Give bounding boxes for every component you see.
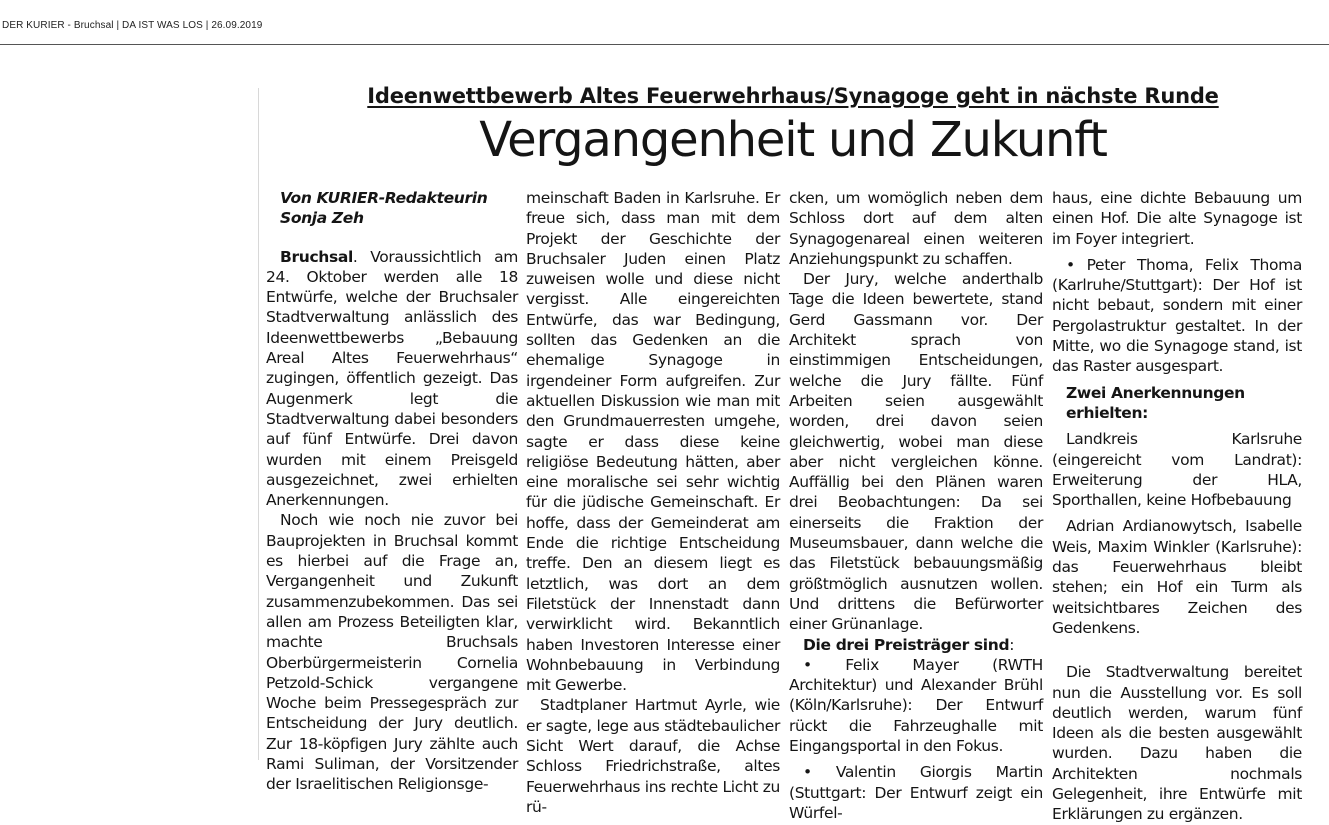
dateline-place: Bruchsal xyxy=(280,247,353,266)
lead-paragraph xyxy=(266,247,518,511)
list-item: Landkreis Karlsruhe (eingereicht vom Landrat): Erweiterung der HLA, Sporthallen, keine Hofbebauung xyxy=(1052,430,1302,510)
subhead-prize-winners xyxy=(803,635,1043,655)
paragraph: Stadtplaner Hartmut Ayrle, wie er sagte, lege aus städtebaulicher Sicht Wert darauf, die Achse Schloss Friedrichstraße, altes Feuerwehrhaus ins rechte Licht zu rü- xyxy=(526,696,780,816)
lead-paragraph-text: . Voraussichtlich am 24. Oktober werden alle 18 Entwürfe, welche der Bruchsaler Stadtverwaltung anlässlich des Ideenwettbewerbs „Bebauung Areal Altes Feuerwehrhaus“ zugingen, öffentlich gezeigt. Das Augenmerk legt die Stadtverwaltung dabei besonders auf fünf Entwürfe. Drei davon wurden mit einem Preisgeld ausgezeichnet, zwei erhielten Anerkennungen. xyxy=(266,247,518,510)
source-line: DER KURIER - Bruchsal | DA IST WAS LOS | 26.09.2019 xyxy=(2,20,263,31)
list-item: • Valentin Giorgis Martin (Stuttgart: Der Entwurf zeigt ein Würfel- xyxy=(789,763,1043,822)
byline-author-name: Sonja Zeh xyxy=(280,209,364,228)
subhead-recognitions: Zwei Anerkennungen erhielten: xyxy=(1066,383,1245,422)
subhead-colon: : xyxy=(1009,635,1015,654)
byline xyxy=(280,188,518,229)
paragraph: meinschaft Baden in Karlsruhe. Er freue sich, dass man mit dem Projekt der Geschichte der Bruchsaler Juden einen Platz zuweisen wolle und diese nicht vergisst. Alle eingereichten Entwürfe, das war Bedingung, sollten das Gedenken an die ehemalige Synagoge in irgendeiner Form aufgreifen. Zur aktuellen Diskussion wie man mit den Grundmauerresten umgehe, sagte er dass diese keine religiöse Bedeutung hätten, aber eine moralische sei sehr wichtig für die jüdische Gemeinschaft. Er hoffe, dass der Gemeinderat am Ende die richtige Entscheidung treffe. Den an diesem liegt es letztlich, was dort an dem Filetstück der Innenstadt dann verwirklicht wird. Bekanntlich haben Investoren Interesse einer Wohnbebauung in Verbindung mit Gewerbe. xyxy=(526,189,780,695)
article-column-1 xyxy=(266,188,518,795)
paragraph: Noch wie noch nie zuvor bei Bauprojekten in Bruchsal kommt es hierbei auf die Frage an, Vergangenheit und Zukunft zusammenzubekommen. Das sei allen am Prozess Beteiligten klar, machte Bruchsals Oberbürgermeisterin Cornelia Petzold-Schick vergangene Woche beim Pressegespräch zur Entscheidung der Jury deutlich. Zur 18-köpfigen Jury zählte auch Rami Suliman, der Vorsitzender der Israelitischen Religionsge- xyxy=(266,511,518,794)
paragraph: haus, eine dichte Bebauung um einen Hof. Die alte Synagoge ist im Foyer integriert. xyxy=(1052,189,1302,248)
column-divider xyxy=(258,88,259,760)
paragraph: Der Jury, welche anderthalb Tage die Ideen bewertete, stand Gerd Gassmann vor. Der Architekt sprach von einstimmigen Entscheidungen, welche die Jury fällte. Fünf Arbeiten seien ausgewählt worden, drei davon seien gleichwertig, wobei man diese aber nicht vergleichen könne. Auffällig bei den Plänen waren drei Beobachtungen: Da sei einerseits die Fraktion der Museumsbauer, dann welche die das Filetstück bebauungsmäßig größtmöglich ausnutzen wollen. Und drittens die Befürworter einer Grünanlage. xyxy=(789,270,1043,634)
list-item: • Felix Mayer (RWTH Architektur) und Alexander Brühl (Köln/Karlsruhe): Der Entwurf rückt die Fahrzeughalle mit Eingangsportal in den Fokus. xyxy=(789,655,1043,756)
paragraph: cken, um womöglich neben dem Schloss dort auf dem alten Synagogenareal einen weiteren Anziehungspunkt zu schaffen. xyxy=(789,189,1043,268)
closing-paragraph: Die Stadtverwaltung bereitet nun die Ausstellung vor. Es soll deutlich werden, warum fünf Ideen als die besten ausgewählt wurden. Dazu haben die Architekten nochmals Gelegenheit, ihre Entwürfe mit Erklärungen zu ergänzen. xyxy=(1052,663,1302,824)
list-item: Adrian Ardianowytsch, Isabelle Weis, Maxim Winkler (Karlsruhe): das Feuerwehrhaus bleibt stehen; ein Hof ein Turm als weitsichtbares Zeichen des Gedenkens. xyxy=(1052,517,1302,637)
source-header-bar xyxy=(0,0,1329,45)
list-item: • Peter Thoma, Felix Thoma (Karlruhe/Stuttgart): Der Hof ist nicht bebaut, sondern mit einer Pergolastruktur gestaltet. In der Mitte, wo die Synagoge stand, ist das Raster ausgespart. xyxy=(1052,255,1302,376)
byline-author-role: Von KURIER-Redakteurin xyxy=(280,189,488,207)
article-headline: Vergangenheit und Zukunft xyxy=(479,112,1107,168)
article-column-2 xyxy=(526,188,780,817)
article-kicker: Ideenwettbewerb Altes Feuerwehrhaus/Synagoge geht in nächste Runde xyxy=(367,84,1219,108)
article-column-3 xyxy=(789,188,1043,823)
subhead-prize-winners-text: Die drei Preisträger sind xyxy=(803,635,1010,654)
article-column-4 xyxy=(1052,188,1302,825)
